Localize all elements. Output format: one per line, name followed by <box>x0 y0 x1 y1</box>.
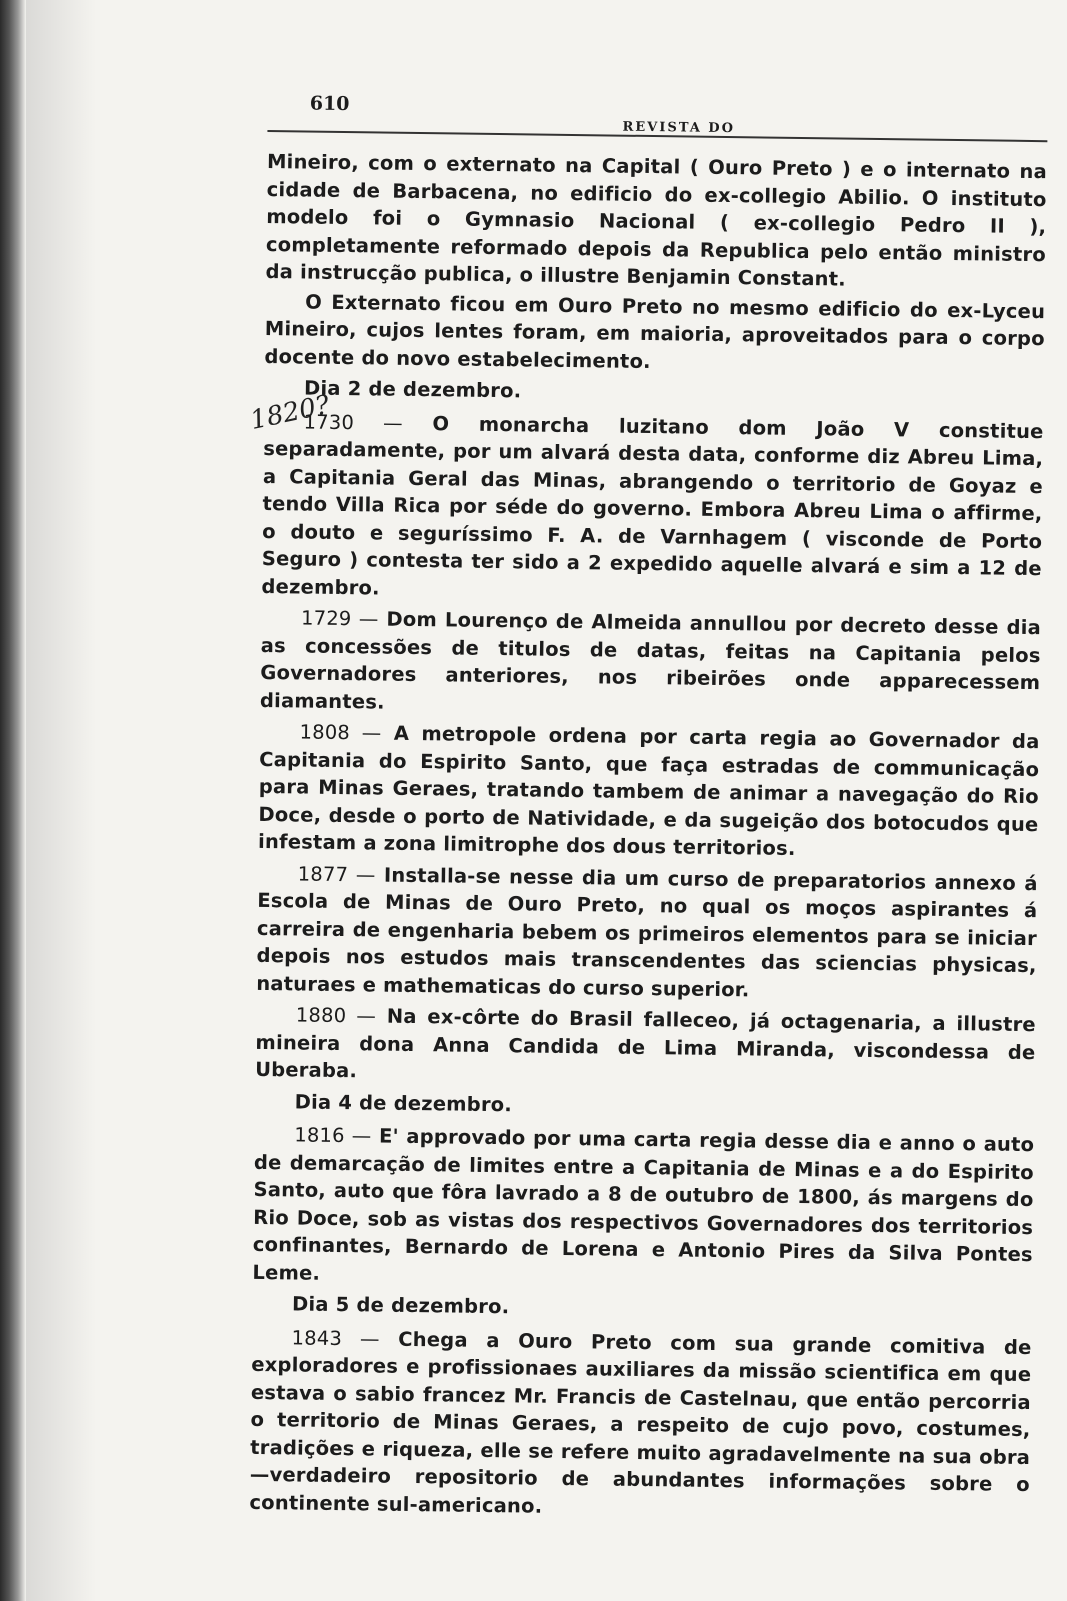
paragraph-continued: Mineiro, com o externato na Capital ( Ouro Preto ) e o internato na cidade de Barbacena, no edificio do ex-collegio Abilio. O instituto modelo foi o Gymnasio Nacional ( ex-collegio Pedro II ), completamente reformado depois da Republica pelo então ministro da instrucção publica, o illustre Benjamin Constant. <box>265 149 1048 291</box>
entry-year: 1730 — <box>303 409 403 435</box>
entry-1816 <box>252 1121 1034 1296</box>
running-head: REVISTA DO <box>622 119 736 137</box>
entry-1729 <box>260 604 1041 724</box>
handwritten-margin-note: 1820? <box>247 389 333 437</box>
entry-text: Na ex-côrte do Brasil falleceo, já octagenaria, a illustre mineira dona Anna Candida de Lima Miranda, viscondessa de Uberaba. <box>255 1004 1036 1083</box>
entry-1877 <box>256 859 1038 1007</box>
entry-year: 1816 — <box>294 1123 372 1148</box>
date-heading-dec-2: Dia 2 de dezembro. <box>303 376 522 403</box>
binding-shadow <box>26 0 96 1601</box>
entry-year: 1843 — <box>291 1325 380 1351</box>
entry-text: Chega a Ouro Preto com sua grande comitiva de exploradores e profissionaes auxiliares da missão scientifica em que estava o sabio francez Mr. Francis de Castelnau, que então percorria o territorio de Minas Geraes, a respeito de cujo povo, costumes, tradições e riqueza, elle se refere muito agradavelmente na sua obra—verdadeiro repositorio de abundantes informações sobre o continente sul-americano. <box>249 1327 1032 1518</box>
entry-text: Dom Lourenço de Almeida annullou por decreto desse dia as concessões de titulos de datas, feitas na Capitania pelos Governadores anteriores, nos ribeirões onde apparecessem diamantes. <box>259 607 1042 714</box>
entry-year: 1877 — <box>297 861 376 886</box>
entry-1730 <box>261 407 1043 610</box>
date-heading-dec-4: Dia 4 de dezembro. <box>294 1089 513 1116</box>
entry-year: 1808 — <box>299 720 382 745</box>
page-body <box>249 132 1047 1526</box>
entry-1808 <box>258 718 1040 866</box>
entry-text: E' approvado por uma carta regia desse dia e anno o auto de demarcação de limites entre a Capitania de Minas e a do Espirito Santo, auto que fôra lavrado a 8 de outubro de 1800, ás margens do Rio Doce, sob as vistas dos respectivos Governadores dos territorios confinantes, Bernardo de Lorena e Antonio Pires da Silva Pontes Leme. <box>252 1124 1035 1285</box>
entry-1880 <box>255 1001 1036 1094</box>
entry-1843 <box>249 1323 1031 1526</box>
entry-text: Installa-se nesse dia um curso de preparatorios annexo á Escola de Minas de Ouro Preto, no qual os moços aspirantes á carreira de engenharia bebem os primeiros elementos para se iniciar depois nos estudos mais transcendentes das sciencias physicas, naturaes e mathematicas do curso superior. <box>256 863 1038 1001</box>
book-page <box>249 88 1048 1518</box>
page-number: 610 <box>309 92 350 116</box>
paragraph-externato: O Externato ficou em Ouro Preto no mesmo edificio do ex-Lyceu Mineiro, cujos lentes foram, em maioria, aproveitados para o corpo docente do novo estabelecimento. <box>264 290 1046 373</box>
entry-text: A metropole ordena por carta regia ao Governador da Capitania do Espirito Santo, que faça estradas de communicação para Minas Geraes, tratando tambem de animar a navegação do Rio Doce, desde o porto de Natividade, e da sugeição dos botocudos que infestam a zona limitrophe dos dous territorios. <box>257 721 1040 860</box>
entry-text: O monarcha luzitano dom João V constitue separadamente, por um alvará desta data, conforme diz Abreu Lima, a Capitania Geral das Minas, abrangendo o territorio de Goyaz e tendo Villa Rica por séde do governo. Embora Abreu Lima o affirme, o douto e seguríssimo F. A. de Varnhagem ( visconde de Porto Seguro ) contesta ter sido a 2 expedido aquelle alvará e sim a 12 de dezembro. <box>261 411 1044 600</box>
date-heading-dec-5: Dia 5 de dezembro. <box>291 1292 510 1319</box>
entry-year: 1880 — <box>295 1003 377 1028</box>
book-binding-edge <box>0 0 26 1601</box>
entry-year: 1729 — <box>300 606 379 631</box>
